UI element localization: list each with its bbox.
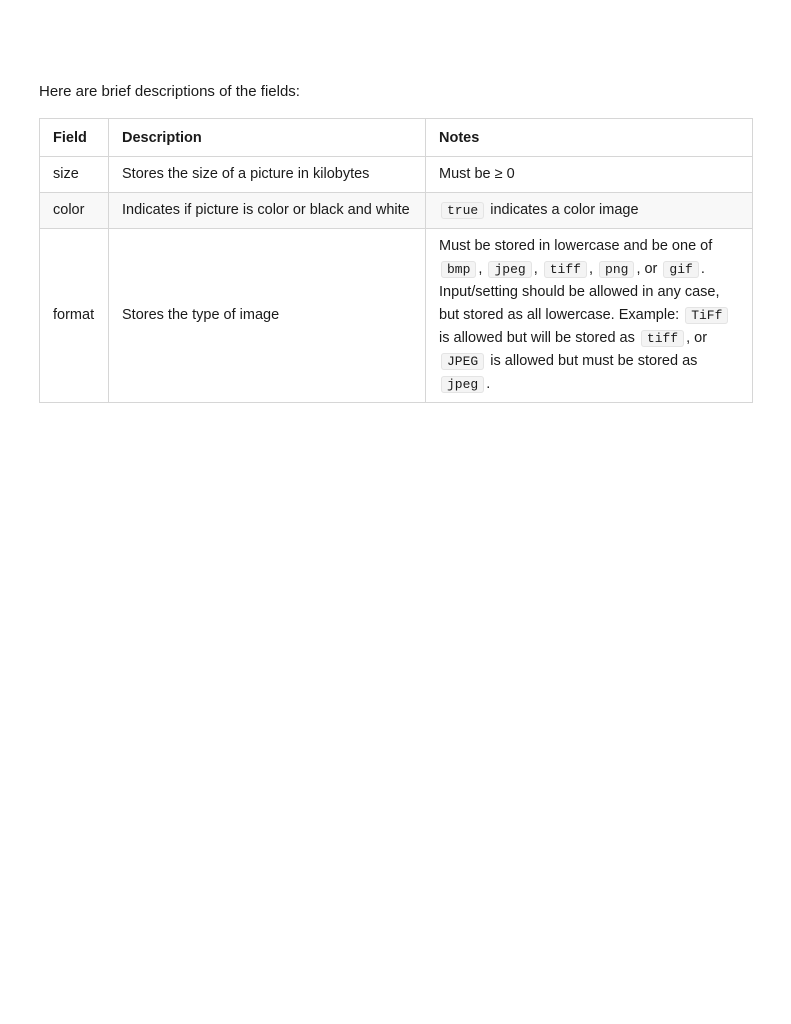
notes-text: is allowed but will be stored as (439, 330, 635, 346)
inline-code: jpeg (441, 376, 484, 393)
notes-text: Must be stored in lowercase and be one of (439, 238, 713, 254)
table-row (40, 193, 753, 229)
notes-text: , or (636, 261, 658, 277)
table-header-row (40, 119, 753, 157)
cell-field: format (40, 229, 109, 403)
notes-text: indicates a color image (490, 202, 639, 218)
notes-text: is allowed but must be stored as (490, 353, 698, 369)
cell-description: Stores the size of a picture in kilobytes (109, 157, 426, 193)
inline-code: tiff (544, 261, 587, 278)
inline-code: jpeg (488, 261, 531, 278)
table-row (40, 157, 753, 193)
cell-field: size (40, 157, 109, 193)
inline-code: bmp (441, 261, 476, 278)
notes-text: . (486, 376, 491, 392)
inline-code: JPEG (441, 353, 484, 370)
cell-field: color (40, 193, 109, 229)
inline-code: tiff (641, 330, 684, 347)
notes-text: , (478, 261, 483, 277)
notes-text: , (588, 261, 593, 277)
cell-notes (426, 229, 753, 403)
inline-code: TiFf (685, 307, 728, 324)
header-notes: Notes (426, 119, 753, 157)
fields-table (39, 118, 753, 403)
notes-text: Input/setting should be allowed in any case, but stored as all lowercase. Example: (439, 284, 720, 323)
cell-description: Stores the type of image (109, 229, 426, 403)
header-field: Field (40, 119, 109, 157)
notes-text: , or (686, 330, 708, 346)
header-description: Description (109, 119, 426, 157)
inline-code: png (599, 261, 634, 278)
cell-notes (426, 193, 753, 229)
table-row (40, 229, 753, 403)
notes-text: . (700, 261, 705, 277)
inline-code: gif (663, 261, 698, 278)
intro-text: Here are brief descriptions of the fields: (39, 83, 300, 100)
document-page (39, 81, 752, 403)
cell-description: Indicates if picture is color or black and white (109, 193, 426, 229)
notes-text: , (533, 261, 538, 277)
inline-code: true (441, 202, 484, 219)
cell-notes: Must be ≥ 0 (426, 157, 753, 193)
